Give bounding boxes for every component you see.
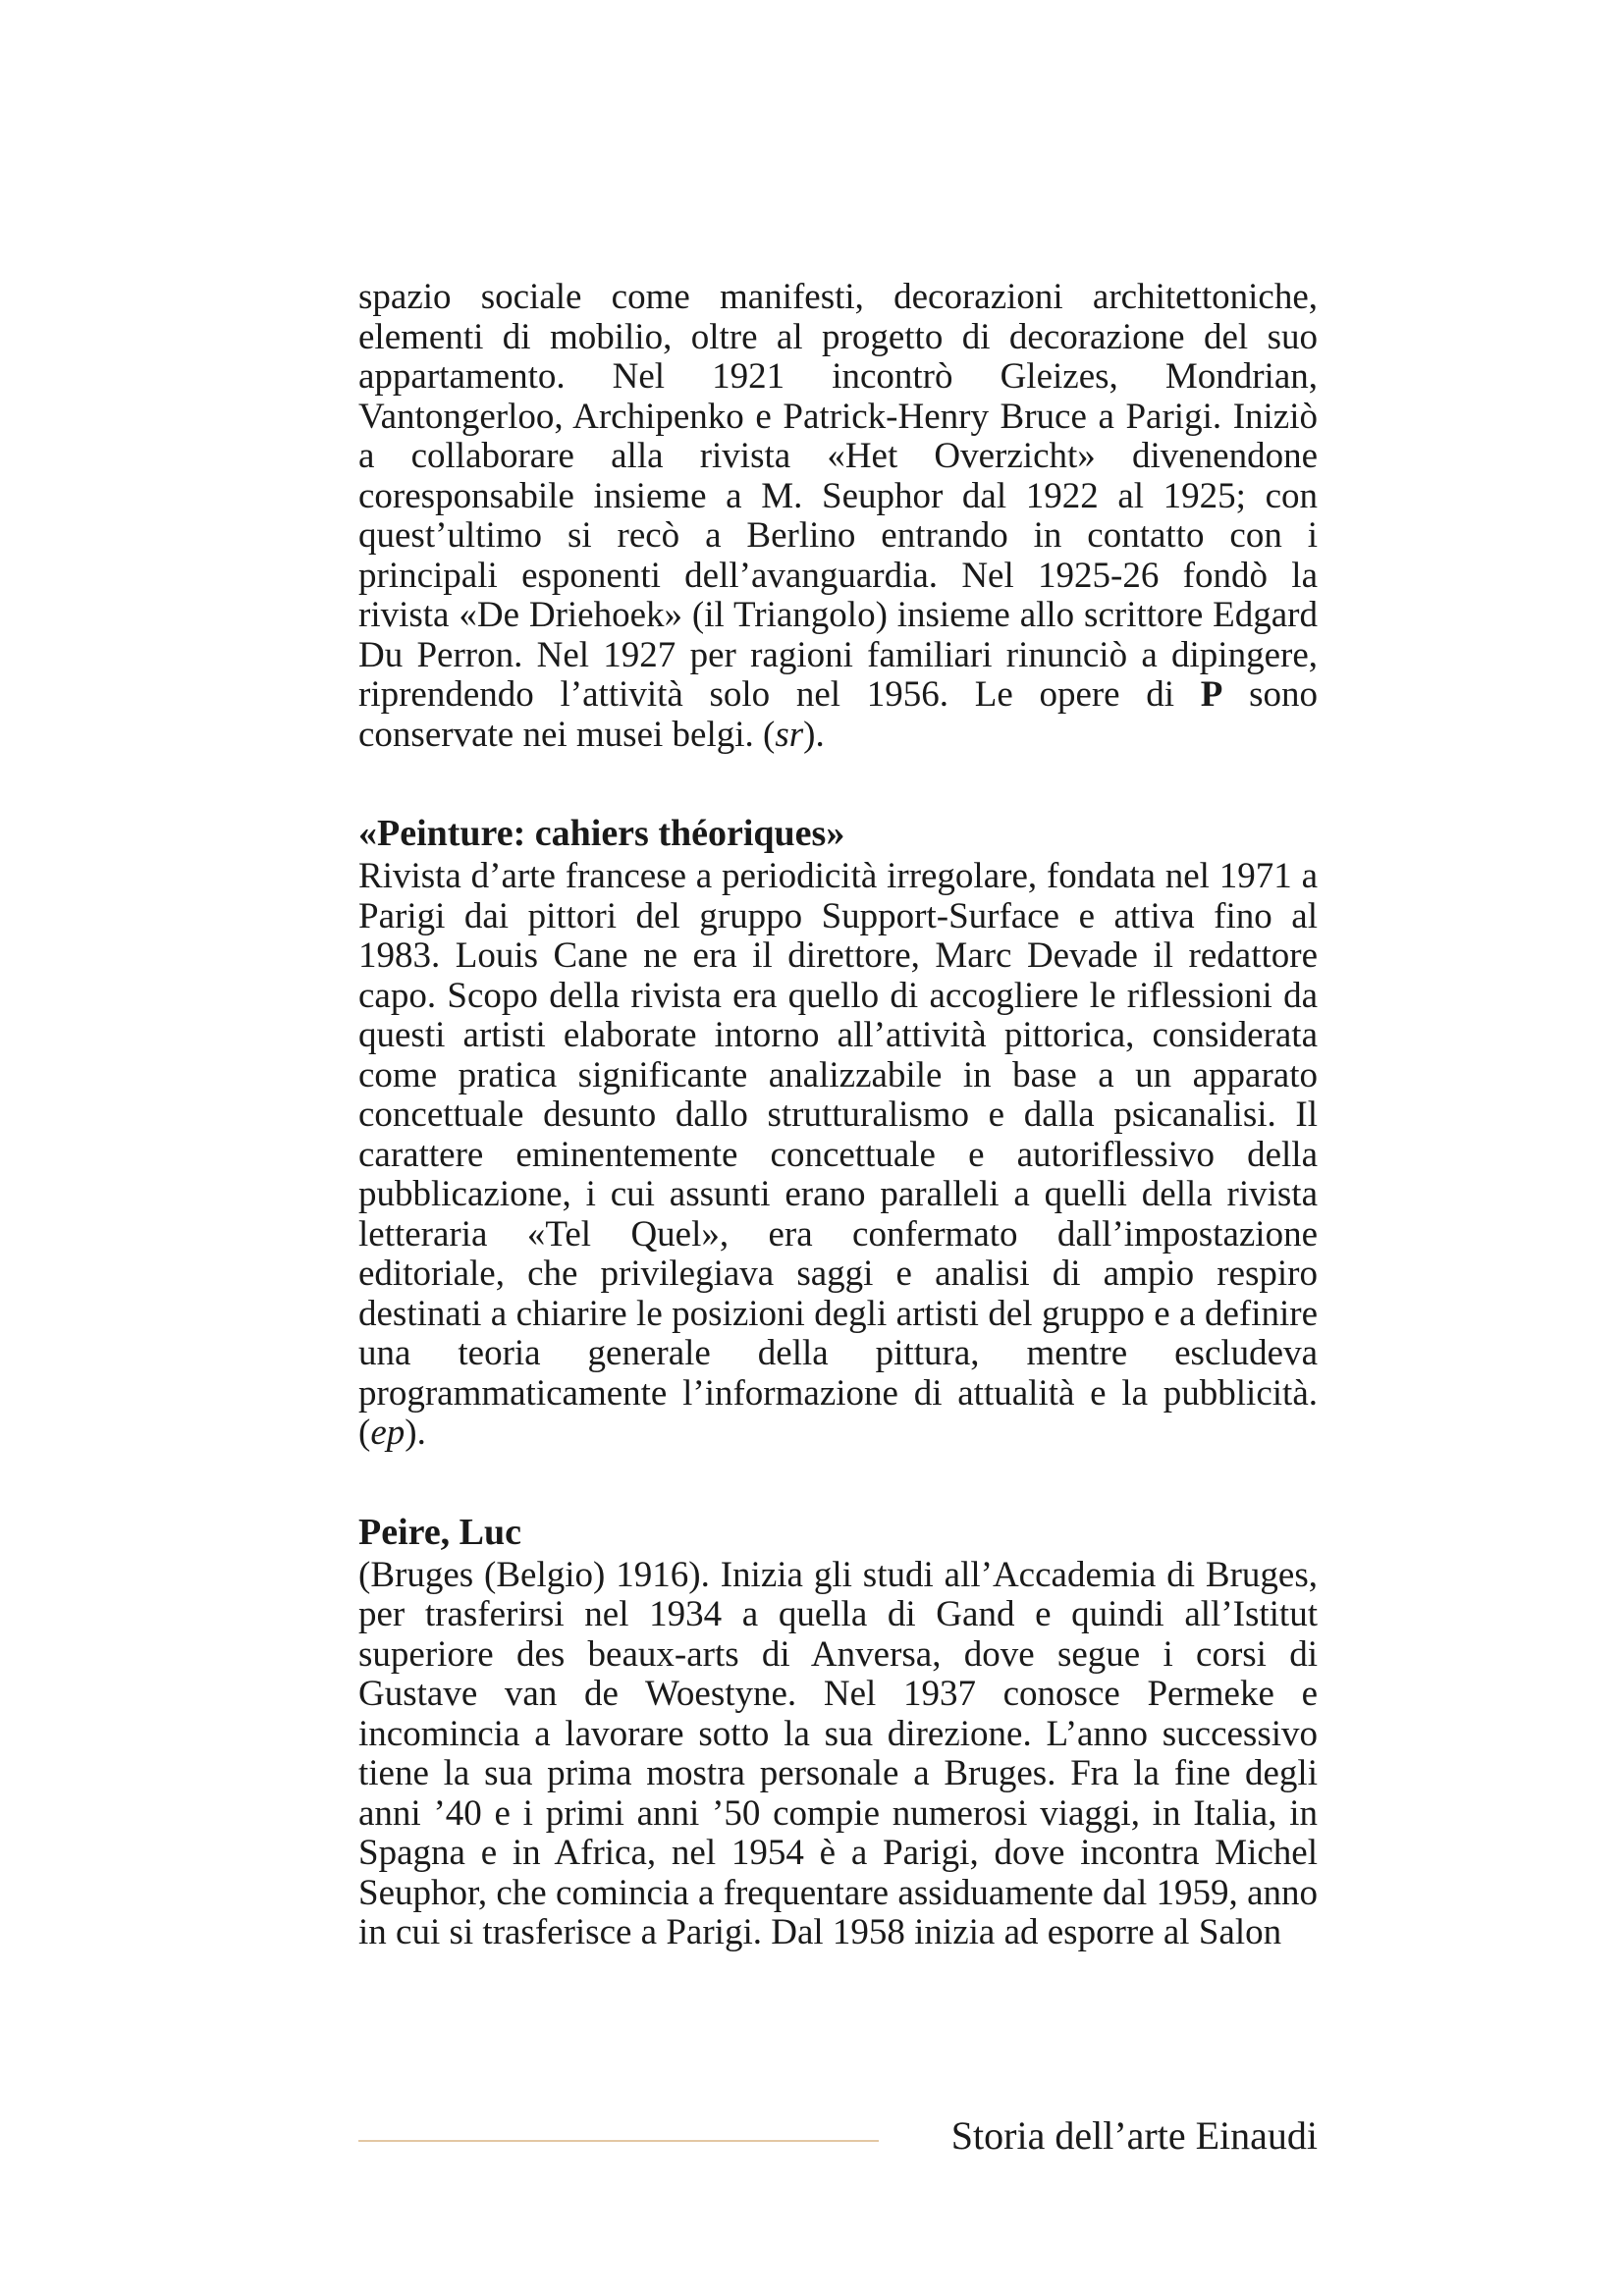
- continuation-paragraph: [358, 278, 1318, 755]
- spacer: [358, 755, 1318, 812]
- entry-paragraph: [358, 857, 1318, 1454]
- entry-title: Peire, Luc: [358, 1511, 522, 1553]
- page-footer: [358, 2109, 1318, 2167]
- closing-punct: ).: [405, 1413, 426, 1453]
- page-content: [358, 278, 1318, 1953]
- author-initials: sr: [775, 714, 804, 755]
- footer-title: Storia dell’arte Einaudi: [950, 2113, 1318, 2158]
- spacer: [358, 1454, 1318, 1511]
- entry-paragraph: [358, 1556, 1318, 1953]
- entry-initial: P: [1200, 674, 1223, 715]
- entry-title: «Peinture: cahiers théoriques»: [358, 813, 845, 854]
- entry-text: Rivista d’arte francese a periodicità irregolare, fondata nel 1971 a Parigi dai pittori del gruppo Support-Surface e attiva fino al 1983. Louis Cane ne era il direttore, Marc Devade il redattore capo. Scopo della rivista era quello di accogliere le riflessioni da questi artisti elaborate intorno all’attività pittorica, considerata come pratica significante analizzabile in base a un apparato concettuale desunto dallo strutturalismo e dalla psicanalisi. Il carattere eminentemente concettuale e autoriflessivo della pubblicazione, i cui assunti erano paralleli a quelli della rivista letteraria «Tel Quel», era confermato dall’impostazione editoriale, che privilegiava saggi e analisi di ampio respiro destinati a chiarire le posizioni degli artisti del gruppo e a definire una teoria generale della pittura, mentre escludeva programmaticamente l’informazione di attualità e la pubblicità. (: [358, 856, 1318, 1453]
- footer-rule: [358, 2140, 879, 2142]
- closing-punct: ).: [803, 714, 825, 755]
- author-initials: ep: [370, 1413, 406, 1453]
- entry-text: (Bruges (Belgio) 1916). Inizia gli studi all’Accademia di Bruges, per trasferirsi nel 1934 a quella di Gand e quindi all’Istitut superiore des beaux-arts di Anversa, dove segue i corsi di Gustave van de Woestyne. Nel 1937 conosce Permeke e incomincia a lavorare sotto la sua direzione. L’anno successivo tiene la sua prima mostra personale a Bruges. Fra la fine degli anni ’40 e i primi anni ’50 compie numerosi viaggi, in Italia, in Spagna e in Africa, nel 1954 è a Parigi, dove incontra Michel Seuphor, che comincia a frequentare assiduamente dal 1959, anno in cui si trasferisce a Parigi. Dal 1958 inizia ad esporre al Salon: [358, 1554, 1318, 1952]
- continuation-text: spazio sociale come manifesti, decorazioni architettoniche, elementi di mobilio, oltre al progetto di decorazione del suo appartamento. Nel 1921 incontrò Gleizes, Mondrian, Vantongerloo, Archipenko e Patrick-Henry Bruce a Parigi. Iniziò a collaborare alla rivista «Het Overzicht» divenendone coresponsabile insieme a M. Seuphor dal 1922 al 1925; con quest’ultimo si recò a Berlino entrando in contatto con i principali esponenti dell’avanguardia. Nel 1925-26 fondò la rivista «De Driehoek» (il Triangolo) insieme allo scrittore Edgard Du Perron. Nel 1927 per ragioni familiari rinunciò a dipingere, riprendendo l’attività solo nel 1956. Le opere di: [358, 277, 1318, 715]
- continuation-text-end: sono conservate nei musei belgi. (: [358, 674, 1318, 755]
